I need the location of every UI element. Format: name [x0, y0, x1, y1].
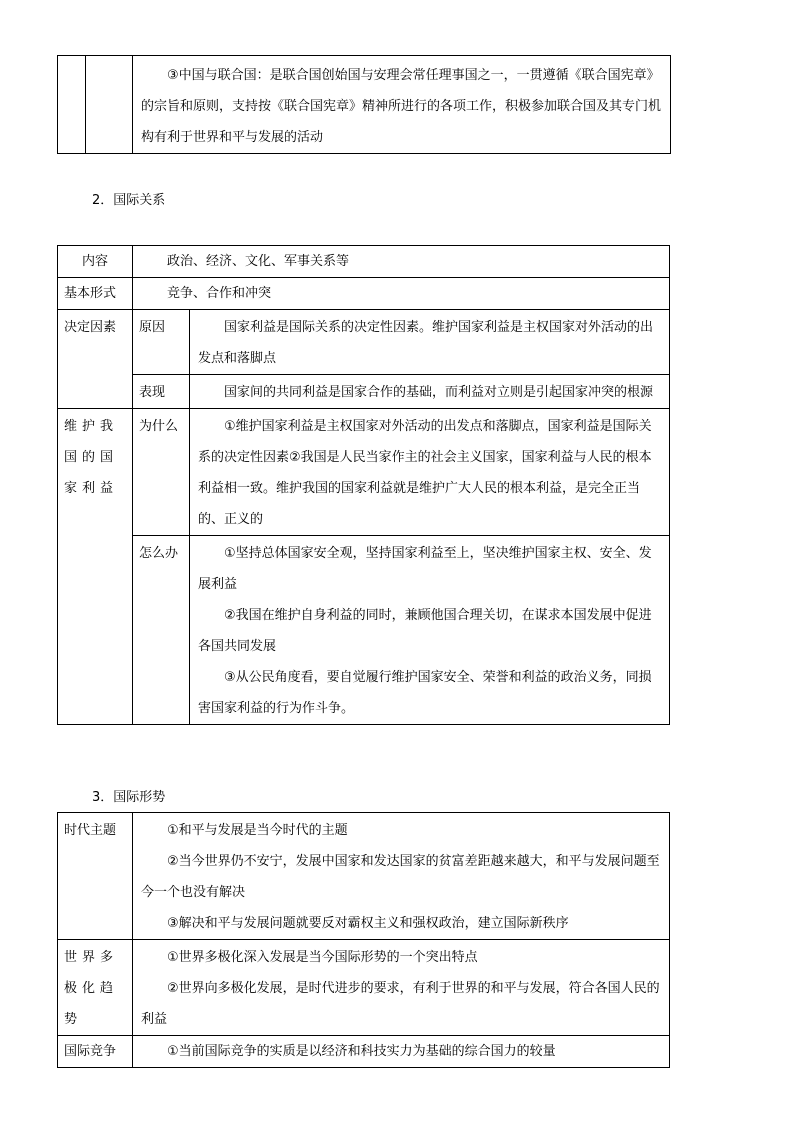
theme-text — [133, 813, 670, 940]
table-row — [58, 409, 670, 536]
list-item: ②当今世界仍不安宁，发展中国家和发达国家的贫富差距越来越大，和平与发展问题至今一个也没有解决 — [141, 854, 660, 900]
maintain-label: 维护我国的国家利益 — [58, 409, 133, 725]
show-label: 表现 — [133, 375, 190, 409]
competition-text — [133, 1036, 670, 1068]
show-text: 国家间的共同利益是国家合作的基础，而利益对立则是引起国家冲突的根源 — [190, 375, 670, 409]
top-table — [57, 55, 671, 154]
international-situation-table — [57, 812, 670, 1068]
how-label: 怎么办 — [133, 536, 190, 725]
section-heading-international-situation: 3．国际形势 — [92, 790, 166, 805]
multipolar-label: 世界多极化趋势 — [58, 940, 133, 1036]
table-row — [58, 246, 670, 278]
reason-text: 国家利益是国际关系的决定性因素。维护国家利益是主权国家对外活动的出发点和落脚点 — [190, 310, 670, 375]
list-item: ②我国在维护自身利益的同时，兼顾他国合理关切，在谋求本国发展中促进各国共同发展 — [198, 608, 652, 654]
how-text — [190, 536, 670, 725]
theme-label: 时代主题 — [58, 813, 133, 940]
section-heading-international-relations: 2．国际关系 — [92, 193, 166, 208]
why-text: ①维护国家利益是主权国家对外活动的出发点和落脚点，国家利益是国际关系的决定性因素②我国是人民当家作主的社会主义国家，国家利益与人民的根本利益相一致。维护我国的国家利益就是维护广大人民的根本利益，是完全正当的、正义的 — [190, 409, 670, 536]
table-row — [58, 56, 671, 154]
international-relations-table — [57, 245, 670, 725]
table-row — [58, 536, 670, 725]
content-label: 内容 — [58, 246, 133, 278]
list-item: ③从公民角度看，要自觉履行维护国家安全、荣誉和利益的政治义务，同损害国家利益的行为作斗争。 — [198, 670, 652, 716]
list-item: ①和平与发展是当今时代的主题 — [167, 823, 348, 838]
why-label: 为什么 — [133, 409, 190, 536]
un-relation-text: ③中国与联合国：是联合国创始国与安理会常任理事国之一，一贯遵循《联合国宪章》的宗旨和原则，支持按《联合国宪章》精神所进行的各项工作，积极参加联合国及其专门机构有利于世界和平与发展的活动 — [133, 56, 671, 154]
list-item: ②世界向多极化发展，是时代进步的要求，有利于世界的和平与发展，符合各国人民的利益 — [141, 981, 660, 1027]
list-item: ①坚持总体国家安全观，坚持国家利益至上，坚决维护国家主权、安全、发展利益 — [198, 546, 652, 592]
table-row — [58, 813, 670, 940]
empty-cell — [86, 56, 133, 154]
table-row — [58, 278, 670, 310]
competition-label: 国际竞争 — [58, 1036, 133, 1068]
form-value: 竞争、合作和冲突 — [133, 278, 670, 310]
empty-cell — [58, 56, 86, 154]
list-item: ①当前国际竞争的实质是以经济和科技实力为基础的综合国力的较量 — [167, 1044, 556, 1059]
table-row — [58, 375, 670, 409]
list-item: ③解决和平与发展问题就要反对霸权主义和强权政治，建立国际新秩序 — [167, 916, 569, 931]
reason-label: 原因 — [133, 310, 190, 375]
table-row — [58, 940, 670, 1036]
form-label: 基本形式 — [58, 278, 133, 310]
decide-label: 决定因素 — [58, 310, 133, 409]
list-item: ①世界多极化深入发展是当今国际形势的一个突出特点 — [167, 950, 478, 965]
content-value: 政治、经济、文化、军事关系等 — [133, 246, 670, 278]
multipolar-text — [133, 940, 670, 1036]
table-row — [58, 1036, 670, 1068]
table-row — [58, 310, 670, 375]
